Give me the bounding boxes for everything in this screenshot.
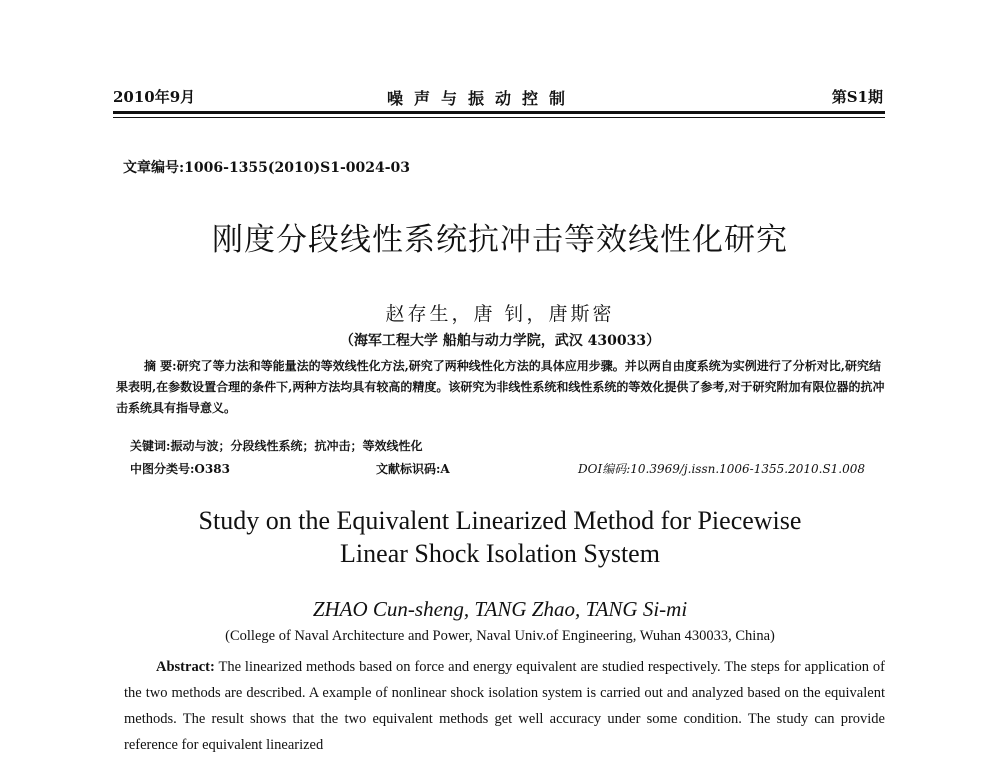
abstract-chinese <box>116 356 886 419</box>
title-english-line-1: Study on the Equivalent Linearized Method for Piecewise <box>198 506 802 535</box>
keywords-label: 关键词: <box>130 439 171 453</box>
paper-title-english <box>0 504 1000 570</box>
header-date: 2010年9月 <box>113 88 196 106</box>
abstract-english-label: Abstract: <box>156 659 215 675</box>
document-code: 文献标识码:A <box>376 462 450 476</box>
header-issue: 第S1期 <box>831 88 883 106</box>
authors-chinese: 赵存生，唐 钊，唐斯密 <box>385 303 615 325</box>
paper-title-chinese: 刚度分段线性系统抗冲击等效线性化研究 <box>212 222 788 258</box>
title-english-line-2: Linear Shock Isolation System <box>340 539 660 568</box>
abstract-english-text: The linearized methods based on force and energy equivalent are studied respectively. The steps for application of the two methods are described. A example of nonlinear shock isolation system is carried out and analyzed based on the equivalent methods. The result shows that the two equivalent methods get well accuracy under some condition. The study can provide reference for equivalent linearized <box>124 659 885 753</box>
authors-english: ZHAO Cun-sheng, TANG Zhao, TANG Si-mi <box>312 597 688 621</box>
keywords-chinese <box>130 437 422 454</box>
header-rule-thick <box>113 111 885 114</box>
abstract-chinese-text: 研究了等力法和等能量法的等效线性化方法,研究了两种线性化方法的具体应用步骤。并以两自由度系统为实例进行了分析对比,研究结果表明,在参数设置合理的条件下,两种方法均具有较高的精度。该研究为非线性系统和线性系统的等效化提供了参考,对于研究附加有限位器的抗冲击系统具有指导意义。 <box>116 359 885 415</box>
doi-code: DOI编码:10.3969/j.issn.1006-1355.2010.S1.008 <box>578 462 866 476</box>
header-rule-thin <box>113 117 885 118</box>
abstract-english <box>124 654 885 758</box>
affiliation-chinese: （海军工程大学 船舶与动力学院，武汉 430033） <box>339 333 661 349</box>
running-header <box>113 82 883 112</box>
keywords-text: 振动与波；分段线性系统；抗冲击；等效线性化 <box>170 439 423 453</box>
classification-row <box>130 460 890 478</box>
article-number: 文章编号:1006-1355(2010)S1-0024-03 <box>123 160 411 176</box>
affiliation-english: (College of Naval Architecture and Power, Naval Univ.of Engineering, Wuhan 430033, China) <box>225 628 775 644</box>
clc-number: 中图分类号:O383 <box>130 462 230 476</box>
header-journal-name: 噪声与振动控制 <box>387 89 577 108</box>
abstract-chinese-label: 摘 要: <box>144 359 177 373</box>
